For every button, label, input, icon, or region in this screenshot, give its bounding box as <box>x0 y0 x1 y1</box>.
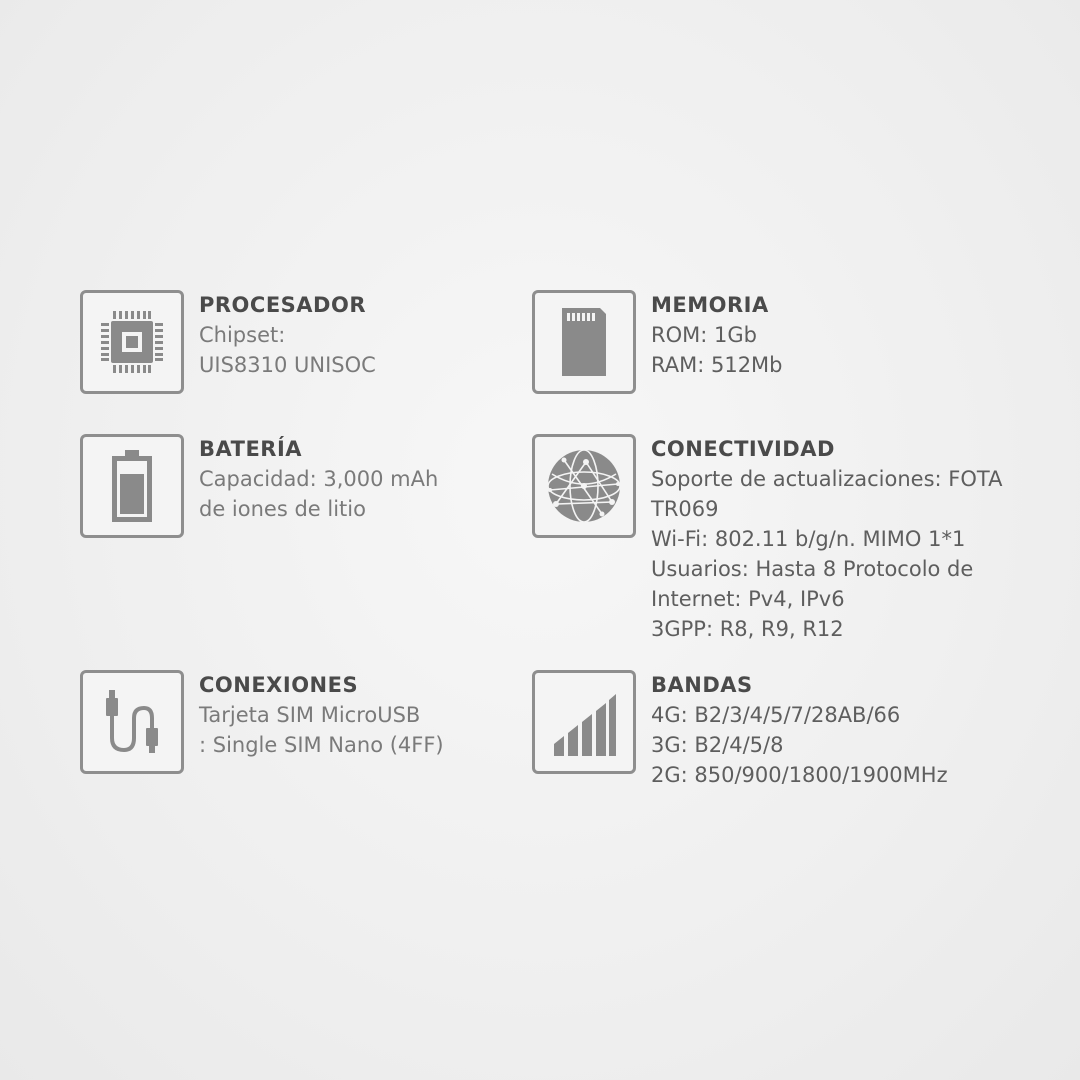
procesador-icon-frame <box>80 290 184 394</box>
conectividad-line: Internet: Pv4, IPv6 <box>651 587 845 611</box>
usb-cable-icon <box>92 682 172 762</box>
bateria-line: de iones de litio <box>199 497 366 521</box>
procesador-line: UIS8310 UNISOC <box>199 353 376 377</box>
bateria-icon-frame <box>80 434 184 538</box>
memoria-icon-frame <box>532 290 636 394</box>
bateria-line: Capacidad: 3,000 mAh <box>199 467 439 491</box>
signal-bars-icon <box>546 684 622 760</box>
bandas-text <box>651 672 948 790</box>
conectividad-line: Soporte de actualizaciones: FOTA <box>651 467 1003 491</box>
conexiones-line: : Single SIM Nano (4FF) <box>199 733 444 757</box>
memoria-text <box>651 292 783 380</box>
cpu-chip-icon <box>96 306 168 378</box>
bandas-title: BANDAS <box>651 673 753 697</box>
conectividad-line: Wi-Fi: 802.11 b/g/n. MIMO 1*1 <box>651 527 966 551</box>
conectividad-line: 3GPP: R8, R9, R12 <box>651 617 844 641</box>
bateria-text <box>199 436 438 524</box>
procesador-title: PROCESADOR <box>199 293 367 317</box>
bandas-line: 4G: B2/3/4/5/7/28AB/66 <box>651 703 901 727</box>
battery-icon <box>96 446 168 526</box>
conectividad-line: Usuarios: Hasta 8 Protocolo de <box>651 557 974 581</box>
conectividad-text <box>651 436 1002 644</box>
memoria-title: MEMORIA <box>651 293 769 317</box>
conexiones-text <box>199 672 444 760</box>
conectividad-icon-frame <box>532 434 636 538</box>
bandas-line: 3G: B2/4/5/8 <box>651 733 784 757</box>
globe-network-icon <box>542 444 626 528</box>
conectividad-line: TR069 <box>651 497 719 521</box>
spec-memoria <box>532 290 783 394</box>
spec-procesador <box>80 290 376 394</box>
conectividad-title: CONECTIVIDAD <box>651 437 835 461</box>
conexiones-icon-frame <box>80 670 184 774</box>
procesador-text <box>199 292 376 380</box>
procesador-line: Chipset: <box>199 323 286 347</box>
spec-bandas <box>532 670 948 790</box>
spec-bateria <box>80 434 438 538</box>
spec-conexiones <box>80 670 444 774</box>
spec-conectividad <box>532 434 1002 644</box>
bateria-title: BATERÍA <box>199 437 303 461</box>
sd-card-icon <box>548 302 620 382</box>
memoria-line: ROM: 1Gb <box>651 323 757 347</box>
memoria-line: RAM: 512Mb <box>651 353 783 377</box>
bandas-icon-frame <box>532 670 636 774</box>
conexiones-title: CONEXIONES <box>199 673 359 697</box>
conexiones-line: Tarjeta SIM MicroUSB <box>199 703 421 727</box>
bandas-line: 2G: 850/900/1800/1900MHz <box>651 763 948 787</box>
